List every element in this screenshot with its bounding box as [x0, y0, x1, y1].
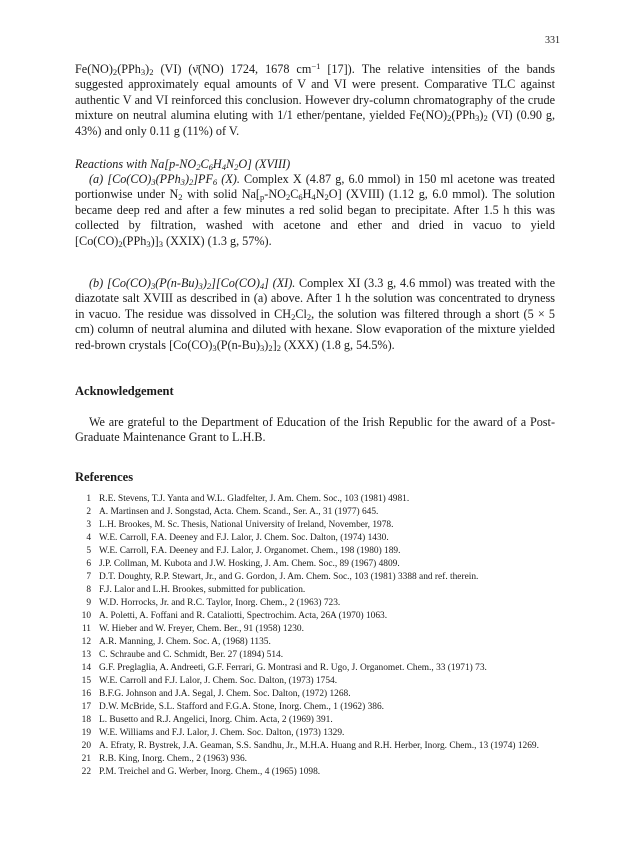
reference-item: [75, 585, 555, 597]
reference-number: 20: [81, 741, 91, 751]
subscript: 2: [112, 67, 118, 78]
subscript: 3: [151, 177, 156, 188]
reference-item: [75, 559, 555, 571]
subscript: 4: [259, 281, 265, 292]
reference-item: [75, 507, 555, 519]
reference-text: W.E. Carroll, F.A. Deeney and F.J. Lalor, J. Chem. Soc. Dalton, (1974) 1430.: [99, 533, 389, 543]
reference-number: 14: [81, 663, 91, 673]
acknowledgement-heading: Acknowledgement: [75, 384, 174, 398]
reference-item: [75, 689, 555, 701]
reference-item: [75, 494, 555, 506]
reference-item: [75, 650, 555, 662]
reference-text: L.H. Brookes, M. Sc. Thesis, National University of Ireland, November, 1978.: [99, 520, 394, 530]
subscript: 6: [212, 177, 218, 188]
reference-number: 19: [81, 728, 91, 738]
reference-item: [75, 663, 555, 675]
reference-number: 8: [86, 585, 91, 595]
subscript: 2: [189, 177, 194, 188]
reference-item: [75, 767, 555, 779]
reference-number: 22: [81, 767, 91, 777]
reference-number: 1: [86, 494, 91, 504]
subscript: 3: [212, 342, 217, 353]
reference-item: [75, 546, 555, 558]
subscript: 6: [298, 192, 303, 203]
subscript: 3: [150, 281, 156, 292]
reference-number: 10: [81, 611, 91, 621]
paragraph-a-label: (a): [89, 172, 104, 186]
acknowledgement-text: We are grateful to the Department of Education of the Irish Republic for the award of a Post-Graduate Maintenance Grant to L.H.B.: [75, 415, 555, 445]
reference-item: [75, 520, 555, 532]
reference-item: [75, 611, 555, 623]
reference-text: L. Busetto and R.J. Angelici, Inorg. Chim. Acta, 2 (1969) 391.: [99, 715, 333, 725]
subscript: 2: [291, 311, 296, 322]
reference-number: 5: [86, 546, 91, 556]
subscript: 3: [180, 177, 185, 188]
subscript: 3: [198, 281, 203, 292]
reference-number: 2: [86, 507, 91, 517]
reference-text: P.M. Treichel and G. Werber, Inorg. Chem., 4 (1965) 1098.: [99, 767, 321, 777]
subscript: 3: [140, 67, 146, 78]
reference-text: W.E. Carroll, F.A. Deeney and F.J. Lalor, J. Organomet. Chem., 198 (1980) 189.: [99, 546, 401, 556]
subscript: 2: [268, 342, 273, 353]
subscript: 2: [206, 281, 212, 292]
reference-text: A. Efraty, R. Bystrek, J.A. Geaman, S.S. Sandhu, Jr., M.H.A. Huang and R.H. Herber, Inorg. Chem., 13 (1974) 1269.: [99, 741, 539, 751]
subscript: 2: [196, 162, 201, 173]
paragraph-a: [75, 172, 555, 249]
subscript: 2: [178, 192, 183, 203]
reference-number: 7: [86, 572, 91, 582]
subscript: 2: [276, 342, 281, 353]
reference-item: [75, 624, 555, 636]
reference-text: C. Schraube and C. Schmidt, Ber. 27 (1894) 514.: [99, 650, 284, 660]
reference-number: 12: [81, 637, 91, 647]
paragraph-b: [75, 276, 555, 353]
page-number: 331: [545, 35, 560, 46]
reference-text: J.P. Collman, M. Kubota and J.W. Hosking, J. Am. Chem. Soc., 89 (1967) 4809.: [99, 559, 400, 569]
reference-number: 15: [81, 676, 91, 686]
subscript: 2: [324, 192, 329, 203]
reference-text: A.R. Manning, J. Chem. Soc. A, (1968) 1135.: [99, 637, 271, 647]
reference-item: [75, 676, 555, 688]
subscript: 2: [285, 192, 291, 203]
subscript: 4: [311, 192, 316, 203]
reference-text: R.E. Stevens, T.J. Yanta and W.L. Gladfelter, J. Am. Chem. Soc., 103 (1981) 4981.: [99, 494, 410, 504]
reference-text: R.B. King, Inorg. Chem., 2 (1963) 936.: [99, 754, 247, 764]
reference-number: 17: [81, 702, 91, 712]
reference-item: [75, 728, 555, 740]
reference-number: 6: [86, 559, 91, 569]
references-list: [75, 494, 555, 780]
reference-item: [75, 598, 555, 610]
paragraph-a-body: Complex X (4.87 g, 6.0 mmol) in 150 ml acetone was treated portionwise under $N_2$ with solid $Na[_p-NO_2C_6H_4N_2O]$ (XVIII) (1.12 g, 6.0 mmol). The solution became deep red and after a few minutes a red solid began to precipitate. After 1.5 h this was collected by filtration, washed with acetone and ether and dried in vacuo to yield $[Co(CO)_2(PPh_3)]_3$ (XXIX) (1.3 g, 57%).: [75, 172, 556, 249]
reference-item: [75, 533, 555, 545]
reference-text: B.F.G. Johnson and J.A. Segal, J. Chem. Soc. Dalton, (1972) 1268.: [99, 689, 351, 699]
section-title: Reactions with $Na[p-NO_2C_6H_4N_2O]$ (XVIII): [75, 157, 291, 173]
subscript: 4: [221, 162, 226, 173]
reference-number: 3: [86, 520, 91, 530]
reference-text: F.J. Lalor and L.H. Brookes, submitted for publication.: [99, 585, 306, 595]
reference-number: 21: [81, 754, 91, 764]
reference-text: D.W. McBride, S.L. Stafford and F.G.A. Stone, Inorg. Chem., 1 (1962) 386.: [99, 702, 384, 712]
reference-number: 9: [86, 598, 91, 608]
subscript: 2: [306, 311, 312, 322]
reference-text: W.E. Williams and F.J. Lalor, J. Chem. Soc. Dalton, (1973) 1329.: [99, 728, 345, 738]
reference-text: G.F. Preglaglia, A. Andreeti, G.F. Ferrari, G. Montrasi and R. Ugo, J. Organomet. Chem., 33 (1971) 73.: [99, 663, 487, 673]
reference-text: A. Poletti, A. Foffani and R. Cataliotti, Spectrochim. Acta, 26A (1970) 1063.: [99, 611, 388, 621]
reference-number: 4: [86, 533, 91, 543]
reference-text: W.E. Carroll and F.J. Lalor, J. Chem. Soc. Dalton, (1973) 1754.: [99, 676, 338, 686]
subscript: 3: [146, 238, 151, 249]
paragraph-a-title: $[Co(CO)_3(PPh_3)_2]PF_6$ (X).: [107, 172, 240, 188]
subscript: 2: [149, 67, 154, 78]
paragraph-b-label: (b): [89, 276, 104, 290]
superscript: −1: [311, 61, 321, 72]
subscript: p: [260, 192, 265, 203]
paragraph-b-body: Complex XI (3.3 g, 4.6 mmol) was treated with the diazotate salt XVIII as described in (a) above. After 1 h the solution was concentrated to dryness in vacuo. The residue was dissolved in $CH_2Cl_2$, the solution was filtered through a short (5 × 5 cm) column of neutral alumina and diluted with hexane. Slow evaporation of the mixture yielded red-brown crystals $[Co(CO)_3(P(n-Bu)_3)_2]_2$ (XXX) (1.8 g, 54.5%).: [75, 276, 555, 353]
reference-item: [75, 754, 555, 766]
reference-number: 11: [81, 624, 91, 634]
subscript: 2: [234, 162, 239, 173]
reference-text: W. Hieber and W. Freyer, Chem. Ber., 91 (1958) 1230.: [99, 624, 304, 634]
reference-number: 13: [81, 650, 91, 660]
subscript: 2: [483, 113, 488, 124]
reference-item: [75, 637, 555, 649]
reference-item: [75, 741, 555, 753]
subscript: 3: [158, 238, 163, 249]
reference-number: 16: [81, 689, 91, 699]
subscript: 2: [447, 113, 452, 124]
subscript: 3: [260, 342, 265, 353]
subscript: 2: [118, 238, 123, 249]
reference-text: D.T. Doughty, R.P. Stewart, Jr., and G. Gordon, J. Am. Chem. Soc., 103 (1981) 3388 and ref. therein.: [99, 572, 479, 582]
reference-item: [75, 702, 555, 714]
reference-item: [75, 572, 555, 584]
reference-text: A. Martinsen and J. Songstad, Acta. Chem. Scand., Ser. A., 31 (1977) 645.: [99, 507, 379, 517]
reference-text: W.D. Horrocks, Jr. and R.C. Taylor, Inorg. Chem., 2 (1963) 723.: [99, 598, 341, 608]
references-heading: References: [75, 470, 134, 484]
reference-item: [75, 715, 555, 727]
intro-paragraph: $Fe(NO)_2(PPh_3)_2$ (VI) (ν̄(NO) 1724, 1678 $cm^{-1}$ [17]). The relative intensities of the bands suggested approximately equal amounts of V and VI were present. Comparative TLC against authentic V and VI reinforced this conclusion. However dry-column chromatography of the crude mixture on neutral alumina eluting with 1/1 ether/pentane, yielded $Fe(NO)_2(PPh_3)_2$ (VI) (0.90 g, 43%) and only 0.11 g (11%) of V.: [75, 61, 556, 138]
reference-number: 18: [81, 715, 91, 725]
paragraph-b-title: $[Co(CO)_3(P(n-Bu)_3)_2][Co(CO)_4]$ (XI).: [106, 276, 296, 292]
subscript: 3: [475, 113, 480, 124]
subscript: 6: [208, 162, 213, 173]
